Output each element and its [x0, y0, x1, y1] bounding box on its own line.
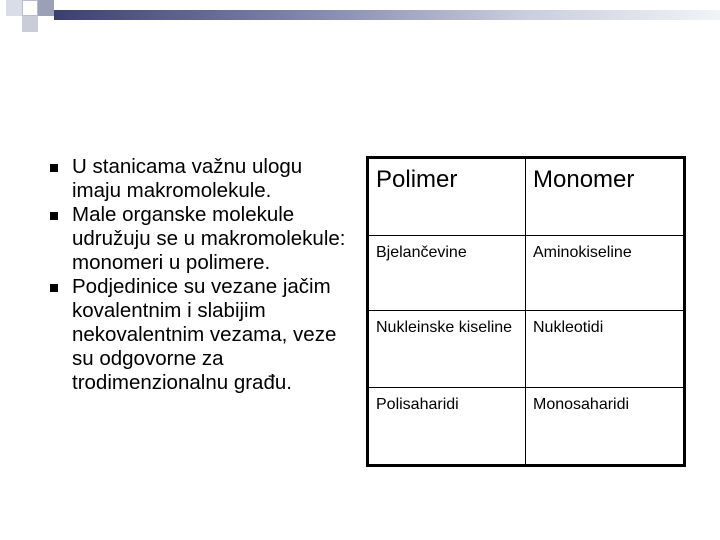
table-row — [368, 311, 685, 388]
table-cell: Polisaharidi — [368, 388, 526, 466]
header-cell-monomer: Monomer — [526, 158, 685, 236]
header-cell-polymer: Polimer — [368, 158, 526, 236]
decor-square — [22, 16, 38, 32]
bullet-item: Podjedinice su vezane jačim kovalentnim i slabijim nekovalentnim vezama, veze su odgovorne za trodimenzionalnu građu. — [50, 275, 350, 395]
decor-square — [38, 0, 54, 16]
table-cell: Bjelančevine — [368, 236, 526, 311]
table-cell: Nukleinske kiseline — [368, 311, 526, 388]
decor-square — [6, 0, 22, 16]
decor-gradient-bar — [54, 10, 720, 20]
table-cell: Nukleotidi — [526, 311, 685, 388]
table-row — [368, 236, 685, 311]
bullet-item: Male organske molekule udružuju se u makromolekule: monomeri u polimere. — [50, 203, 350, 275]
decor-square — [22, 0, 38, 16]
polymer-monomer-table — [366, 156, 686, 467]
slide-header-decoration — [0, 0, 720, 40]
table-cell: Aminokiseline — [526, 236, 685, 311]
table-header-row — [368, 158, 685, 236]
bullet-list — [50, 155, 350, 395]
table-row — [368, 388, 685, 466]
table-cell: Monosaharidi — [526, 388, 685, 466]
bullet-item: U stanicama važnu ulogu imaju makromolekule. — [50, 155, 350, 203]
